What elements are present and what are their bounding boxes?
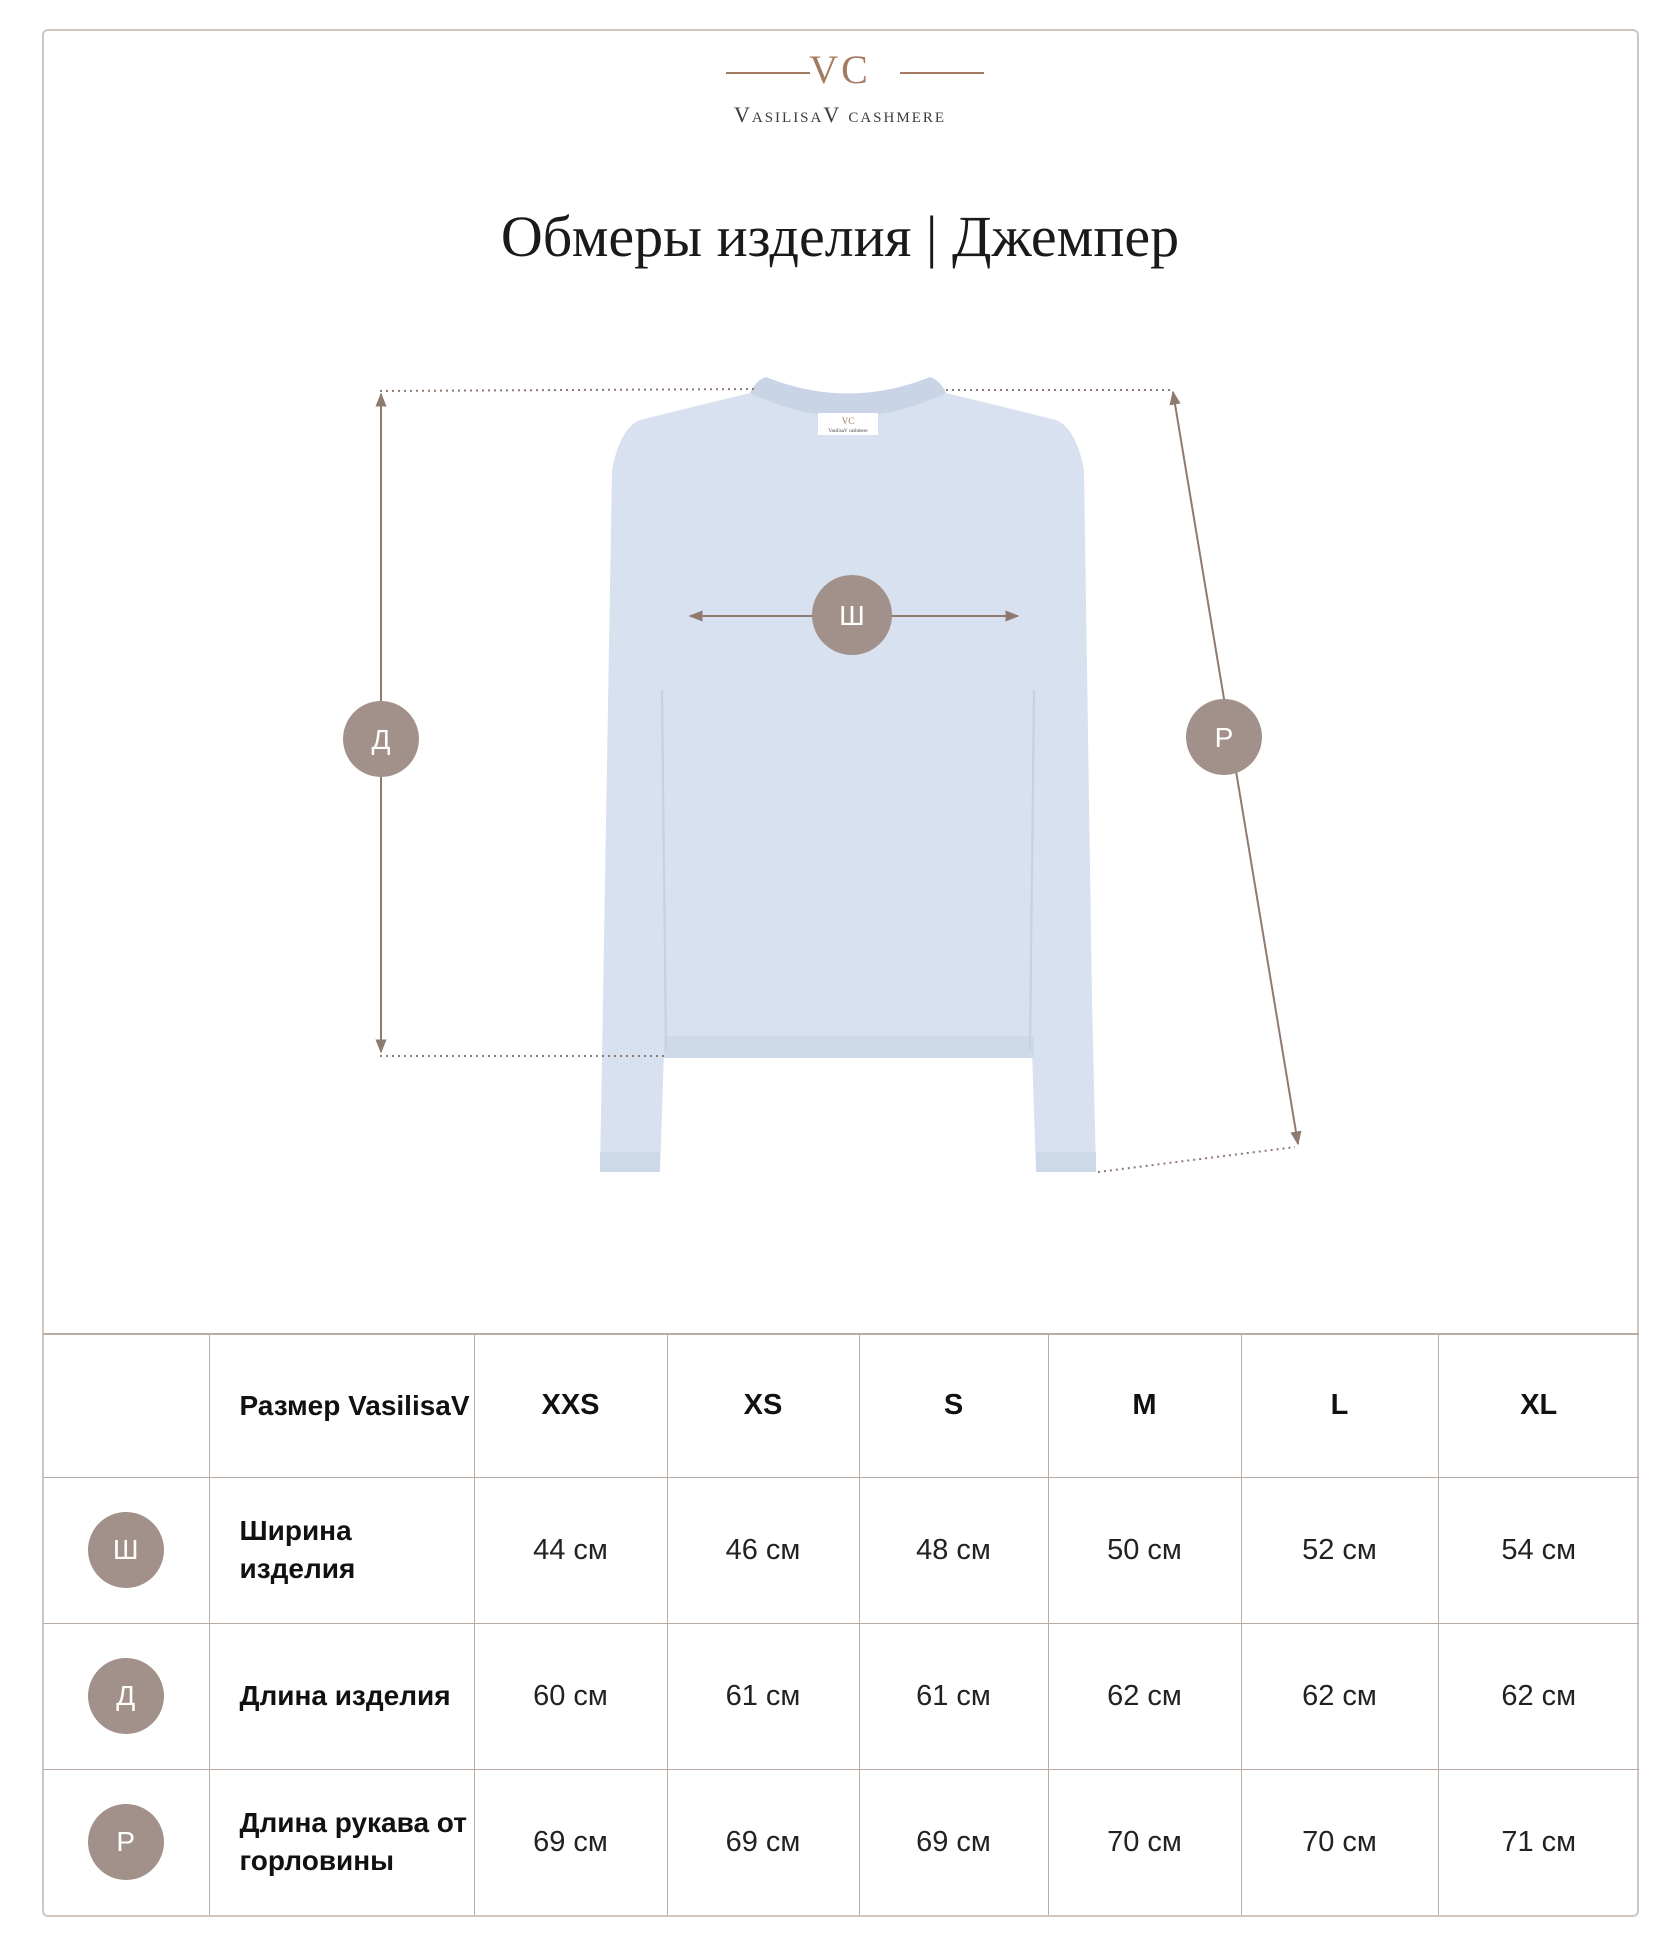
sweater-illustration — [600, 377, 1096, 1172]
table-cell: 69 см — [667, 1769, 859, 1915]
table-cell: 50 см — [1048, 1477, 1241, 1623]
svg-text:VasilisaV cashmere: VasilisaV cashmere — [828, 429, 868, 434]
size-header-xl: XL — [1438, 1334, 1639, 1477]
svg-text:VC: VC — [841, 416, 855, 426]
sleeve-row-badge: Р — [88, 1804, 164, 1880]
table-cell: 52 см — [1241, 1477, 1438, 1623]
size-header-l: L — [1241, 1334, 1438, 1477]
length-row-label: Длина изделия — [209, 1623, 474, 1769]
table-cell: 62 см — [1438, 1623, 1639, 1769]
table-row — [43, 1769, 1639, 1915]
width-row-badge: Ш — [88, 1512, 164, 1588]
table-corner-cell — [43, 1334, 209, 1477]
table-cell: 62 см — [1241, 1623, 1438, 1769]
brand-name: VasilisaV cashmere — [733, 102, 947, 127]
length-badge: Д — [371, 724, 391, 755]
table-cell: 61 см — [667, 1623, 859, 1769]
table-cell: 46 см — [667, 1477, 859, 1623]
table-cell: 54 см — [1438, 1477, 1639, 1623]
sleeve-row-label: Длина рукава от горловины — [209, 1769, 474, 1915]
table-cell: 62 см — [1048, 1623, 1241, 1769]
table-cell: 48 см — [859, 1477, 1048, 1623]
page-title: Обмеры изделия | Джемпер — [500, 204, 1180, 269]
table-cell: 71 см — [1438, 1769, 1639, 1915]
size-header-s: S — [859, 1334, 1048, 1477]
table-cell: 44 см — [474, 1477, 667, 1623]
table-header-row — [43, 1334, 1639, 1477]
table-row — [43, 1623, 1639, 1769]
width-row-label: Ширина изделия — [209, 1477, 474, 1623]
table-cell: 70 см — [1241, 1769, 1438, 1915]
table-cell: 69 см — [474, 1769, 667, 1915]
width-badge: Ш — [839, 600, 865, 631]
size-header-xs: XS — [667, 1334, 859, 1477]
size-header-xxs: XXS — [474, 1334, 667, 1477]
sleeve-badge: Р — [1214, 722, 1234, 753]
table-cell: 60 см — [474, 1623, 667, 1769]
size-header-m: M — [1048, 1334, 1241, 1477]
table-cell: 69 см — [859, 1769, 1048, 1915]
logo-monogram: VC — [809, 47, 871, 92]
size-table — [43, 1333, 1639, 1915]
table-row — [43, 1477, 1639, 1623]
length-row-badge: Д — [88, 1658, 164, 1734]
table-cell: 61 см — [859, 1623, 1048, 1769]
table-cell: 70 см — [1048, 1769, 1241, 1915]
size-label-header: Размер VasilisaV — [209, 1334, 474, 1477]
